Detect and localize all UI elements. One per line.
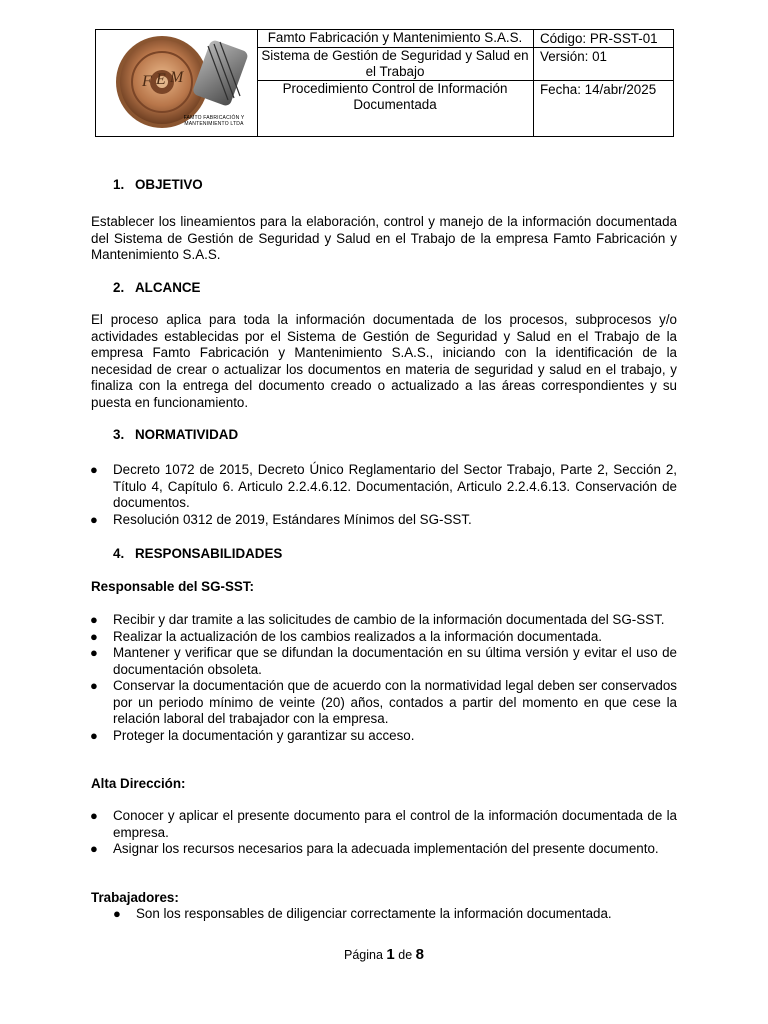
list-item-text: Son los responsables de diligenciar correctamente la información documentada.	[136, 906, 612, 921]
heading-number: 1.	[113, 177, 125, 192]
bullet-icon: ●	[90, 645, 98, 660]
list-item	[90, 678, 677, 728]
list-item-text: Conservar la documentación que de acuerdo con la normatividad legal deben ser conservados por un periodo mínimo de veinte (20) años, contados a partir del momento en que cese la relación laboral del trabajador con la empresa.	[113, 678, 677, 726]
bullet-icon: ●	[90, 841, 98, 856]
header-middle-column	[257, 30, 534, 136]
page-of: de	[398, 948, 413, 962]
list-trabajadores	[113, 906, 676, 923]
list-item	[113, 906, 676, 923]
system-name: Sistema de Gestión de Seguridad y Salud en el Trabajo	[257, 48, 533, 81]
list-item	[90, 841, 677, 858]
svg-text:E: E	[156, 71, 166, 88]
list-item-text: Mantener y verificar que se difundan la documentación en su última versión y evitar el uso de documentación obsoleta.	[113, 645, 677, 677]
bullet-icon: ●	[113, 906, 121, 921]
heading-title: NORMATIVIDAD	[135, 427, 239, 442]
bullet-icon: ●	[90, 628, 98, 644]
list-item	[90, 808, 677, 841]
page-footer	[0, 946, 768, 963]
heading-title: RESPONSABILIDADES	[135, 546, 283, 561]
list-item	[90, 612, 677, 629]
list-item-text: Recibir y dar tramite a las solicitudes de cambio de la información documentada del SG-SST.	[113, 612, 665, 627]
heading-number: 3.	[113, 427, 125, 442]
heading-number: 4.	[113, 546, 125, 561]
bullet-icon: ●	[90, 808, 98, 823]
heading-number: 2.	[113, 280, 125, 295]
list-item-text: Realizar la actualización de los cambios realizados a la información documentada.	[113, 628, 603, 644]
list-item	[90, 628, 677, 646]
list-item	[90, 645, 677, 678]
svg-text:M: M	[170, 69, 184, 86]
bullet-icon: ●	[90, 612, 98, 627]
subheading-alta-direccion: Alta Dirección:	[91, 776, 186, 791]
bullet-icon: ●	[90, 678, 98, 693]
heading-normatividad	[113, 427, 238, 442]
page-total: 8	[415, 946, 424, 963]
subheading-trabajadores: Trabajadores:	[91, 890, 179, 905]
header-table	[95, 29, 674, 137]
bullet-icon: ●	[90, 511, 98, 527]
logo-cell	[96, 30, 258, 136]
bullet-icon: ●	[90, 727, 98, 743]
list-item-text: Decreto 1072 de 2015, Decreto Único Reglamentario del Sector Trabajo, Parte 2, Sección 2, Título 4, Capítulo 6. Articulo 2.2.4.6.12. Documentación, Articulo 2.2.4.6.13. Conservación de documentos.	[113, 462, 677, 510]
list-item	[90, 727, 677, 745]
heading-alcance	[113, 280, 200, 295]
subheading-sgsst: Responsable del SG-SST:	[91, 579, 254, 594]
document-version: Versión: 01	[534, 48, 673, 81]
svg-text:F: F	[142, 73, 152, 90]
heading-objetivo	[113, 177, 203, 192]
list-normatividad	[90, 462, 677, 528]
logo-caption: FAMTO FABRICACIÓN Y MANTENIMIENTO LTDA	[183, 115, 245, 127]
heading-title: OBJETIVO	[135, 177, 203, 192]
paragraph-objetivo: Establecer los lineamientos para la elaboración, control y manejo de la información documentada del Sistema de Gestión de Seguridad y Salud en el Trabajo de la empresa Famto Fabricación y Mantenimiento S.A.S.	[91, 214, 677, 262]
paragraph-alcance: El proceso aplica para toda la información documentada de los procesos, subprocesos y/o actividades establecidas por el Sistema de Gestión de Seguridad y Salud en el Trabajo de la empresa Famto Fabricación y Mantenimiento S.A.S., iniciando con la identificación de la necesidad de crear o actualizar los documentos en materia de seguridad y salud en el trabajo, y finaliza con la entrega del documento creado o actualizado a las áreas correspondientes y su puesta en funcionamiento.	[91, 312, 677, 410]
list-item	[90, 511, 677, 529]
list-item-text: Asignar los recursos necesarios para la adecuada implementación del presente documento.	[113, 841, 659, 856]
heading-responsabilidades	[113, 546, 282, 561]
document-date: Fecha: 14/abr/2025	[540, 82, 657, 97]
list-item	[90, 462, 677, 512]
list-item-text: Conocer y aplicar el presente documento para el control de la información documentada de la empresa.	[113, 808, 677, 840]
procedure-name: Procedimiento Control de Información Documentada	[282, 81, 508, 112]
document-code: Código: PR-SST-01	[534, 30, 673, 48]
list-item-text: Resolución 0312 de 2019, Estándares Mínimos del SG-SST.	[113, 511, 472, 527]
company-name: Famto Fabricación y Mantenimiento S.A.S.	[257, 30, 533, 48]
header-right-column	[534, 30, 673, 136]
list-sgsst	[90, 612, 677, 744]
list-alta-direccion	[90, 808, 677, 858]
bullet-icon: ●	[90, 462, 98, 477]
heading-title: ALCANCE	[135, 280, 201, 295]
list-item-text: Proteger la documentación y garantizar su acceso.	[113, 727, 415, 743]
page-current: 1	[386, 946, 395, 963]
page-label: Página	[344, 948, 383, 962]
